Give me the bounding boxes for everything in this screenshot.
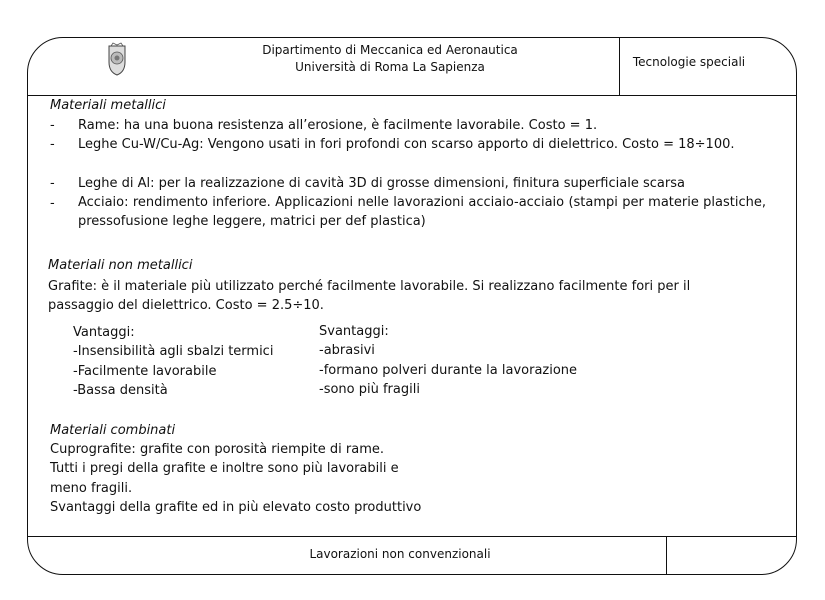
bullet: -	[50, 176, 55, 191]
list-item: -sono più fragili	[319, 382, 420, 397]
list-item: Rame: ha una buona resistenza all’erosione, è facilmente lavorabile. Costo = 1.	[78, 118, 598, 133]
graphite-description: Grafite: è il materiale più utilizzato perché facilmente lavorabile. Si realizzano facilmente fori per il passaggio del dielettrico. Costo = 2.5÷10.	[48, 279, 691, 313]
list-item: -Insensibilità agli sbalzi termici	[73, 344, 274, 359]
combined-line: Cuprografite: grafite con porosità riempite di rame.	[50, 442, 385, 457]
list-item: Acciaio: rendimento inferiore. Applicazioni nelle lavorazioni acciaio-acciaio (stampi per materie plastiche, pressofusione leghe leggere, matrici per def plastica)	[78, 195, 766, 229]
disadvantages-heading: Svantaggi:	[319, 324, 389, 339]
university-label: Università di Roma La Sapienza	[295, 60, 485, 74]
list-item: -Facilmente lavorabile	[73, 364, 217, 379]
advantages-heading: Vantaggi:	[73, 325, 135, 340]
footer-column-divider	[666, 536, 667, 575]
list-item: -abrasivi	[319, 343, 375, 358]
combined-line: Svantaggi della grafite ed in più elevato costo produttivo	[50, 500, 422, 515]
header-divider	[27, 95, 797, 96]
combined-line: Tutti i pregi della grafite e inoltre sono più lavorabili e	[50, 461, 399, 476]
bullet: -	[50, 137, 55, 152]
course-label: Tecnologie speciali	[632, 55, 746, 69]
footer-topic: Lavorazioni non convenzionali	[309, 547, 491, 561]
list-item: -Bassa densità	[73, 383, 168, 398]
list-item: -formano polveri durante la lavorazione	[319, 363, 578, 378]
combined-line: meno fragili.	[50, 481, 133, 496]
department-label: Dipartimento di Meccanica ed Aeronautica	[262, 43, 518, 57]
university-seal-icon	[106, 42, 128, 76]
section-title-metallic: Materiali metallici	[50, 98, 166, 113]
bullet: -	[50, 118, 55, 133]
section-title-combined: Materiali combinati	[50, 423, 176, 438]
list-item: Leghe di Al: per la realizzazione di cavità 3D di grosse dimensioni, finitura superficiale scarsa	[78, 176, 685, 191]
section-title-non-metallic: Materiali non metallici	[48, 258, 193, 273]
list-item: Leghe Cu-W/Cu-Ag: Vengono usati in fori profondi con scarso apporto di dielettrico. Costo = 18÷100.	[78, 137, 735, 152]
bullet: -	[50, 196, 55, 211]
footer-divider	[27, 536, 797, 537]
